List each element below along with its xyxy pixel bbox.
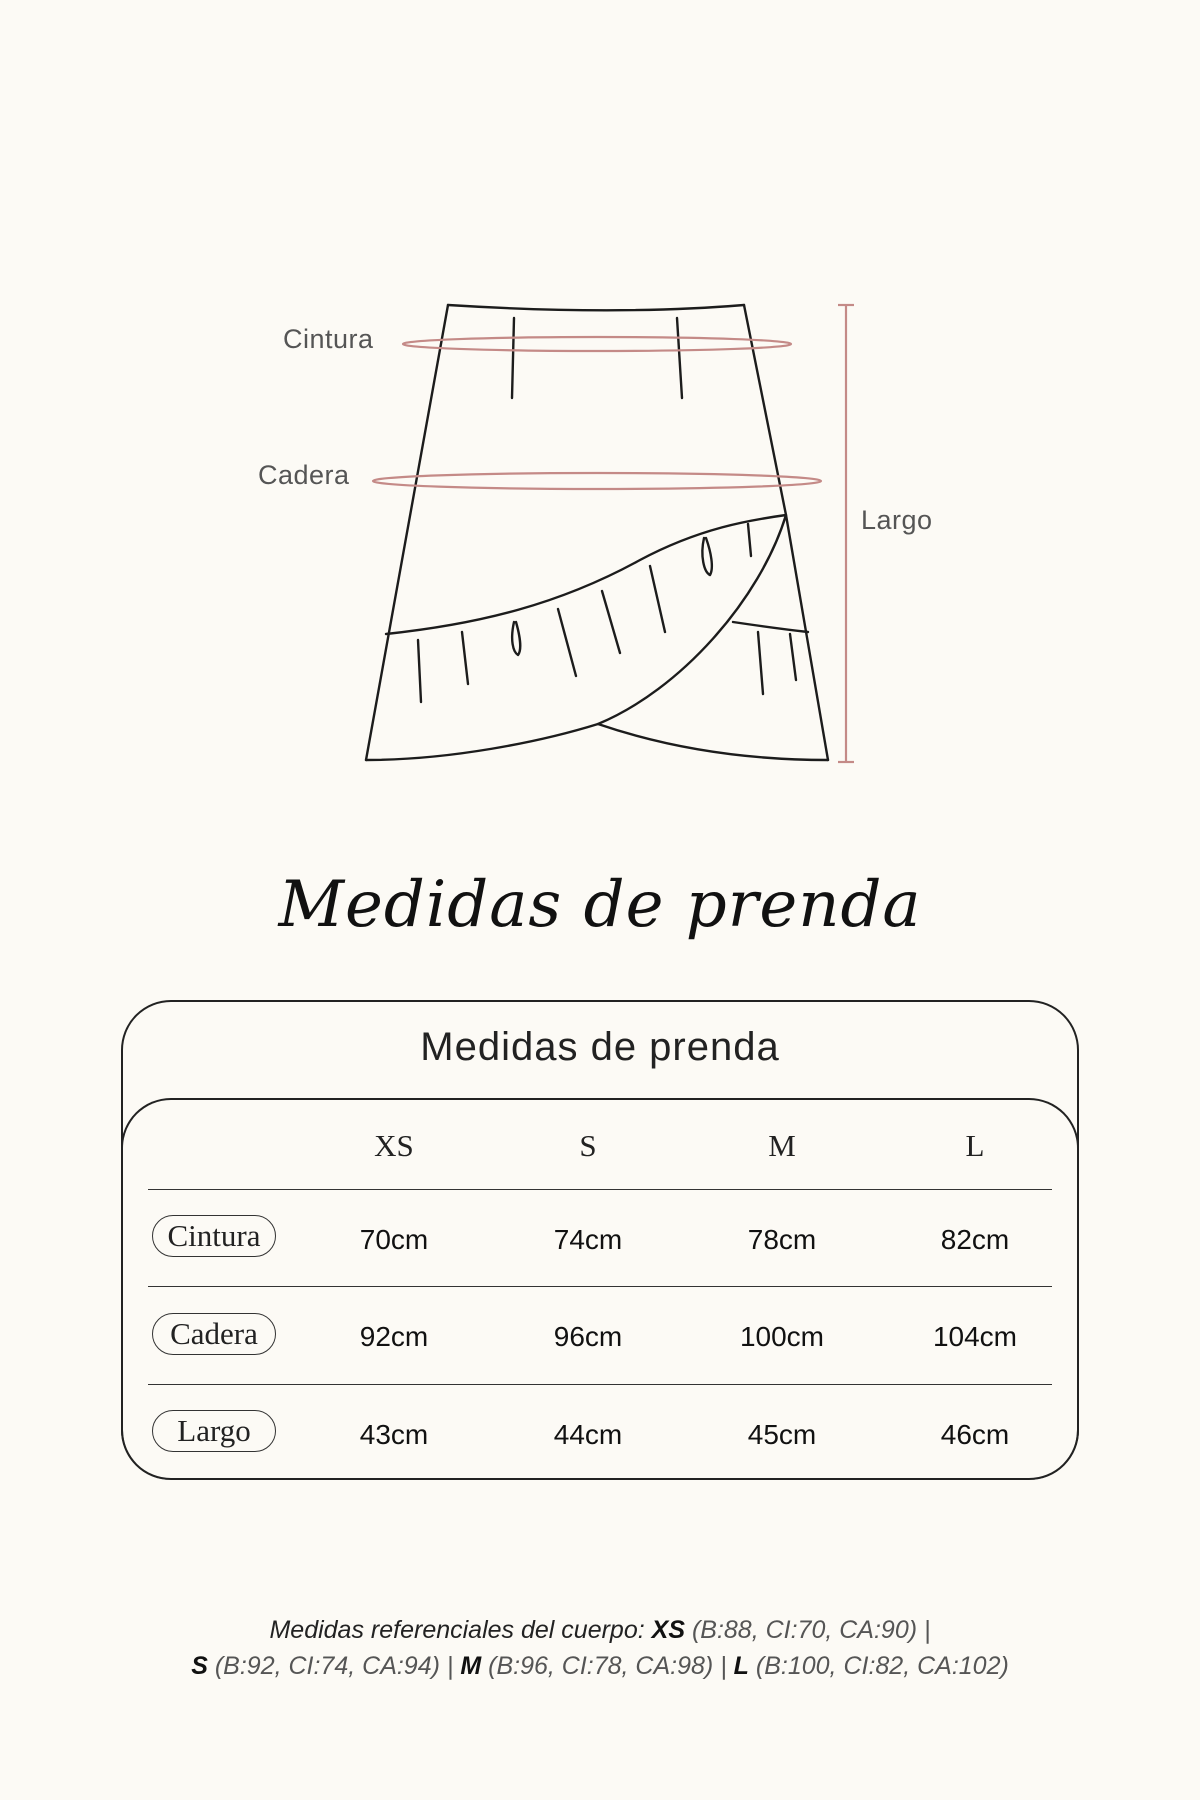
footnote-detail-l: (B:100, CI:82, CA:102) xyxy=(755,1652,1009,1680)
skirt-wrap-flap xyxy=(386,515,786,724)
table-cell: 92cm xyxy=(359,1321,429,1352)
size-header-m: M xyxy=(768,1128,796,1163)
body-reference-note-line-1: Medidas referenciales del cuerpo: XS (B:88, CI:70, CA:90) | xyxy=(269,1616,931,1644)
skirt-left-side xyxy=(366,305,448,760)
table-cell: 96cm xyxy=(553,1321,623,1352)
skirt-dart-right xyxy=(677,318,682,398)
footnote-size-s: S xyxy=(191,1652,208,1680)
row-label-hip: Cadera xyxy=(152,1313,276,1355)
table-cell: 44cm xyxy=(553,1419,623,1450)
skirt-right-side xyxy=(744,305,828,760)
skirt-hem xyxy=(366,724,828,760)
footnote-detail-m: (B:96, CI:78, CA:98) xyxy=(488,1652,714,1680)
table-cell: 104cm xyxy=(932,1321,1018,1352)
table-cell: 100cm xyxy=(739,1321,825,1352)
hip-measure-line xyxy=(373,473,821,489)
hip-label: Cadera xyxy=(258,460,350,490)
footnote-size-l: L xyxy=(733,1652,749,1680)
footnote-detail-s: (B:92, CI:74, CA:94) xyxy=(214,1652,440,1680)
size-header-xs: XS xyxy=(374,1128,414,1163)
waist-label: Cintura xyxy=(283,324,374,354)
footnote-size-m: M xyxy=(460,1652,482,1680)
skirt-waistband xyxy=(448,305,744,310)
footnote-intro: Medidas referenciales del cuerpo xyxy=(269,1616,638,1644)
row-label-length: Largo xyxy=(152,1410,276,1452)
table-divider xyxy=(148,1384,1052,1385)
table-cell: 74cm xyxy=(553,1224,623,1255)
table-cell: 70cm xyxy=(359,1224,429,1255)
table-divider xyxy=(148,1286,1052,1287)
table-cell: 46cm xyxy=(940,1419,1010,1450)
skirt-ruffle-seam xyxy=(733,622,808,632)
size-header-l: L xyxy=(965,1128,985,1163)
table-divider xyxy=(148,1189,1052,1190)
page-title: Medidas de prenda xyxy=(278,868,922,942)
table-cell: 78cm xyxy=(747,1224,817,1255)
table-cell: 45cm xyxy=(747,1419,817,1450)
row-label-waist: Cintura xyxy=(152,1215,276,1257)
table-cell: 82cm xyxy=(940,1224,1010,1255)
size-header-s: S xyxy=(579,1128,597,1163)
table-cell: 43cm xyxy=(359,1419,429,1450)
skirt-diagram xyxy=(0,0,1200,800)
skirt-dart-left xyxy=(512,318,514,398)
footnote-size-xs: XS xyxy=(651,1616,685,1644)
body-reference-note-line-2: S (B:92, CI:74, CA:94) | M (B:96, CI:78, CA:98) | L (B:100, CI:82, CA:102) xyxy=(191,1652,1009,1680)
footnote-detail-xs: (B:88, CI:70, CA:90) xyxy=(691,1616,918,1644)
card-title: Medidas de prenda xyxy=(420,1025,780,1069)
length-label: Largo xyxy=(861,505,933,535)
waist-measure-line xyxy=(403,337,791,351)
